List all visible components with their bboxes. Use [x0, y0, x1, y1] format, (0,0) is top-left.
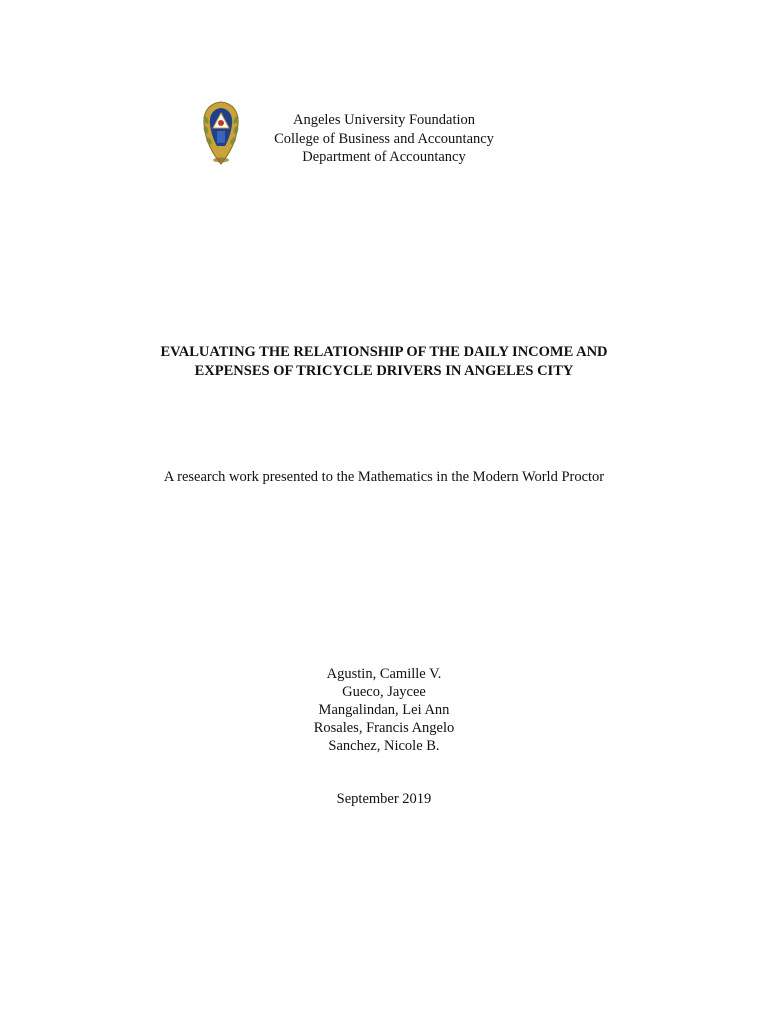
college-name: College of Business and Accountancy: [274, 130, 494, 147]
author-name: Agustin, Camille V.: [326, 666, 442, 682]
department-name: Department of Accountancy: [302, 149, 466, 165]
submission-date: September 2019: [336, 791, 432, 807]
author-list: [0, 665, 768, 755]
author-name: Gueco, Jaycee: [342, 684, 426, 700]
presentation-statement: A research work presented to the Mathematics in the Modern World Proctor: [163, 469, 605, 485]
author-name: Rosales, Francis Angelo: [313, 720, 455, 736]
author-name: Sanchez, Nicole B.: [328, 738, 440, 754]
title-line-1: EVALUATING THE RELATIONSHIP OF THE DAILY INCOME AND: [160, 344, 608, 360]
title-line-2: EXPENSES OF TRICYCLE DRIVERS IN ANGELES CITY: [194, 363, 574, 379]
university-name: Angeles University Foundation: [292, 112, 476, 128]
author-name: Mangalindan, Lei Ann: [318, 702, 450, 718]
institution-header: [0, 111, 768, 167]
research-title: [0, 343, 768, 381]
